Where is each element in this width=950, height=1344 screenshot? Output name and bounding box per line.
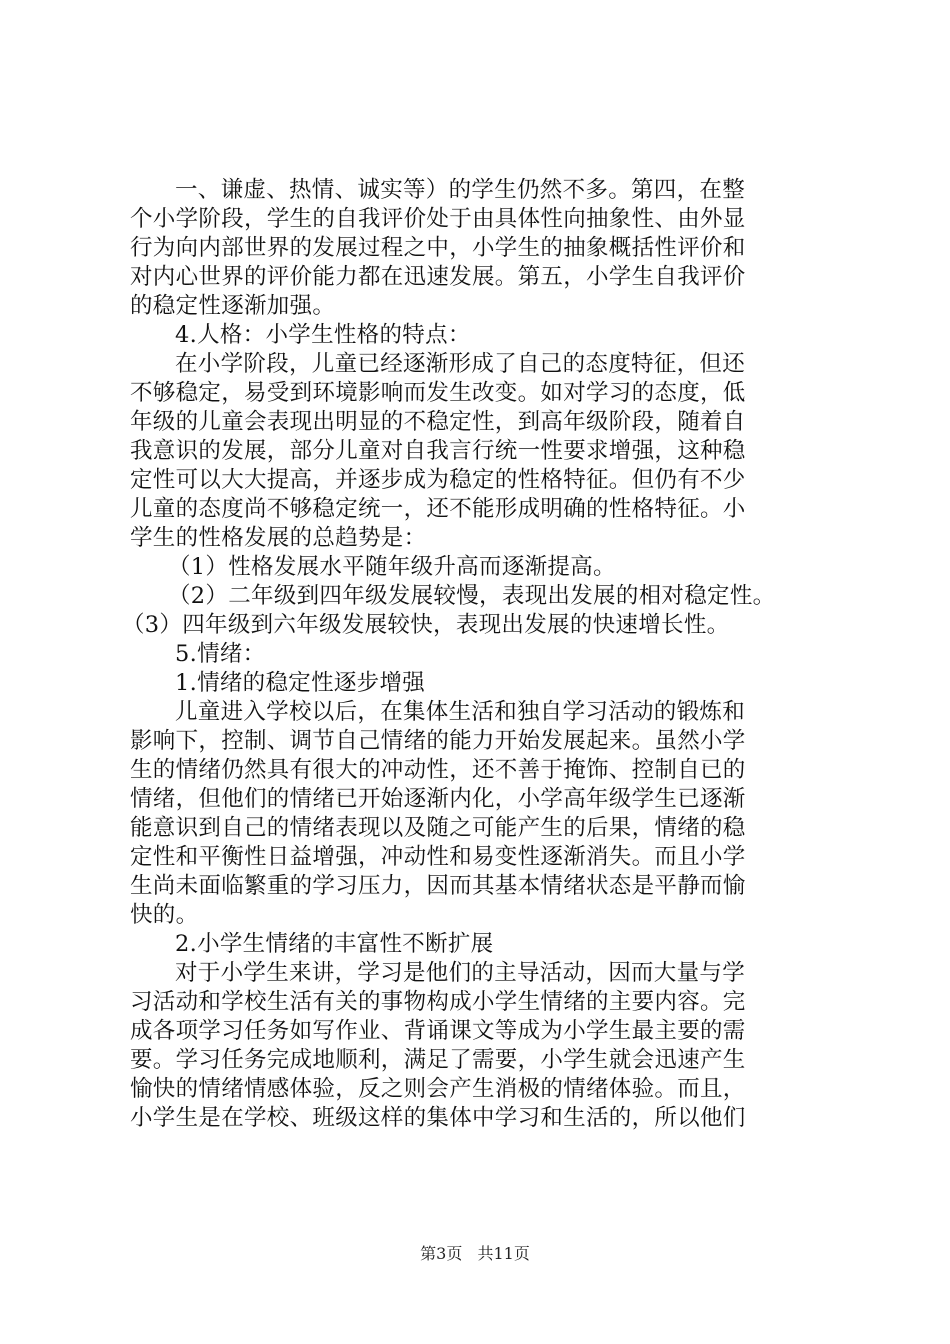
text-line: 在小学阶段，儿童已经逐渐形成了自己的态度特征，但还 bbox=[175, 351, 746, 377]
page-footer bbox=[0, 1244, 950, 1264]
text-line: 一、谦虚、热情、诚实等）的学生仍然不多。第四，在整 bbox=[175, 177, 746, 203]
text-line: 影响下，控制、调节自己情绪的能力开始发展起来。虽然小学 bbox=[130, 728, 746, 754]
page-total: 共11页 bbox=[477, 1244, 530, 1263]
text-line: 生的情绪仍然具有很大的冲动性，还不善于掩饰、控制自已的 bbox=[130, 757, 746, 783]
text-line: 生尚未面临繁重的学习压力，因而其基本情绪状态是平静而愉 bbox=[130, 873, 746, 899]
text-line: 儿童的态度尚不够稳定统一，还不能形成明确的性格特征。小 bbox=[130, 496, 746, 522]
text-line: 快的。 bbox=[130, 902, 199, 928]
subsection-heading: 2.小学生情绪的丰富性不断扩展 bbox=[175, 931, 494, 957]
list-item: （1）性格发展水平随年级升高而逐渐提高。 bbox=[168, 554, 616, 580]
list-item: （2）二年级到四年级发展较慢，表现出发展的相对稳定性。 bbox=[168, 583, 776, 609]
subsection-heading: 1.情绪的稳定性逐步增强 bbox=[175, 670, 426, 696]
section-heading: 5.情绪： bbox=[175, 641, 266, 667]
text-line: 我意识的发展，部分儿童对自我言行统一性要求增强，这种稳 bbox=[130, 438, 746, 464]
text-line: 的稳定性逐渐加强。 bbox=[130, 293, 336, 319]
text-line: 情绪，但他们的情绪已开始逐渐内化，小学高年级学生已逐渐 bbox=[130, 786, 746, 812]
text-line: 能意识到自己的情绪表现以及随之可能产生的后果，情绪的稳 bbox=[130, 815, 746, 841]
text-line: 儿童进入学校以后，在集体生活和独自学习活动的锻炼和 bbox=[175, 699, 746, 725]
text-line: 对于小学生来讲，学习是他们的主导活动，因而大量与学 bbox=[175, 960, 746, 986]
text-line: 小学生是在学校、班级这样的集体中学习和生活的，所以他们 bbox=[130, 1105, 746, 1131]
text-line: 定性可以大大提高，并逐步成为稳定的性格特征。但仍有不少 bbox=[130, 467, 746, 493]
text-line: 年级的儿童会表现出明显的不稳定性，到高年级阶段，随着自 bbox=[130, 409, 746, 435]
text-line: 要。学习任务完成地顺利，满足了需要，小学生就会迅速产生 bbox=[130, 1047, 746, 1073]
text-line: 习活动和学校生活有关的事物构成小学生情绪的主要内容。完 bbox=[130, 989, 746, 1015]
text-line: 定性和平衡性日益增强，冲动性和易变性逐渐消失。而且小学 bbox=[130, 844, 746, 870]
text-line: 愉快的情绪情感体验，反之则会产生消极的情绪体验。而且， bbox=[130, 1076, 746, 1102]
document-body bbox=[122, 176, 835, 1133]
text-line: 对内心世界的评价能力都在迅速发展。第五，小学生自我评价 bbox=[130, 264, 746, 290]
list-item: （3）四年级到六年级发展较快，表现出发展的快速增长性。 bbox=[122, 612, 730, 638]
section-heading: 4.人格：小学生性格的特点： bbox=[175, 322, 471, 348]
text-line: 学生的性格发展的总趋势是： bbox=[130, 525, 427, 551]
page-number: 第3页 bbox=[420, 1244, 463, 1263]
text-line: 成各项学习任务如写作业、背诵课文等成为小学生最主要的需 bbox=[130, 1018, 746, 1044]
text-line: 行为向内部世界的发展过程之中，小学生的抽象概括性评价和 bbox=[130, 235, 746, 261]
text-line: 个小学阶段，学生的自我评价处于由具体性向抽象性、由外显 bbox=[130, 206, 746, 232]
text-line: 不够稳定，易受到环境影响而发生改变。如对学习的态度，低 bbox=[130, 380, 746, 406]
